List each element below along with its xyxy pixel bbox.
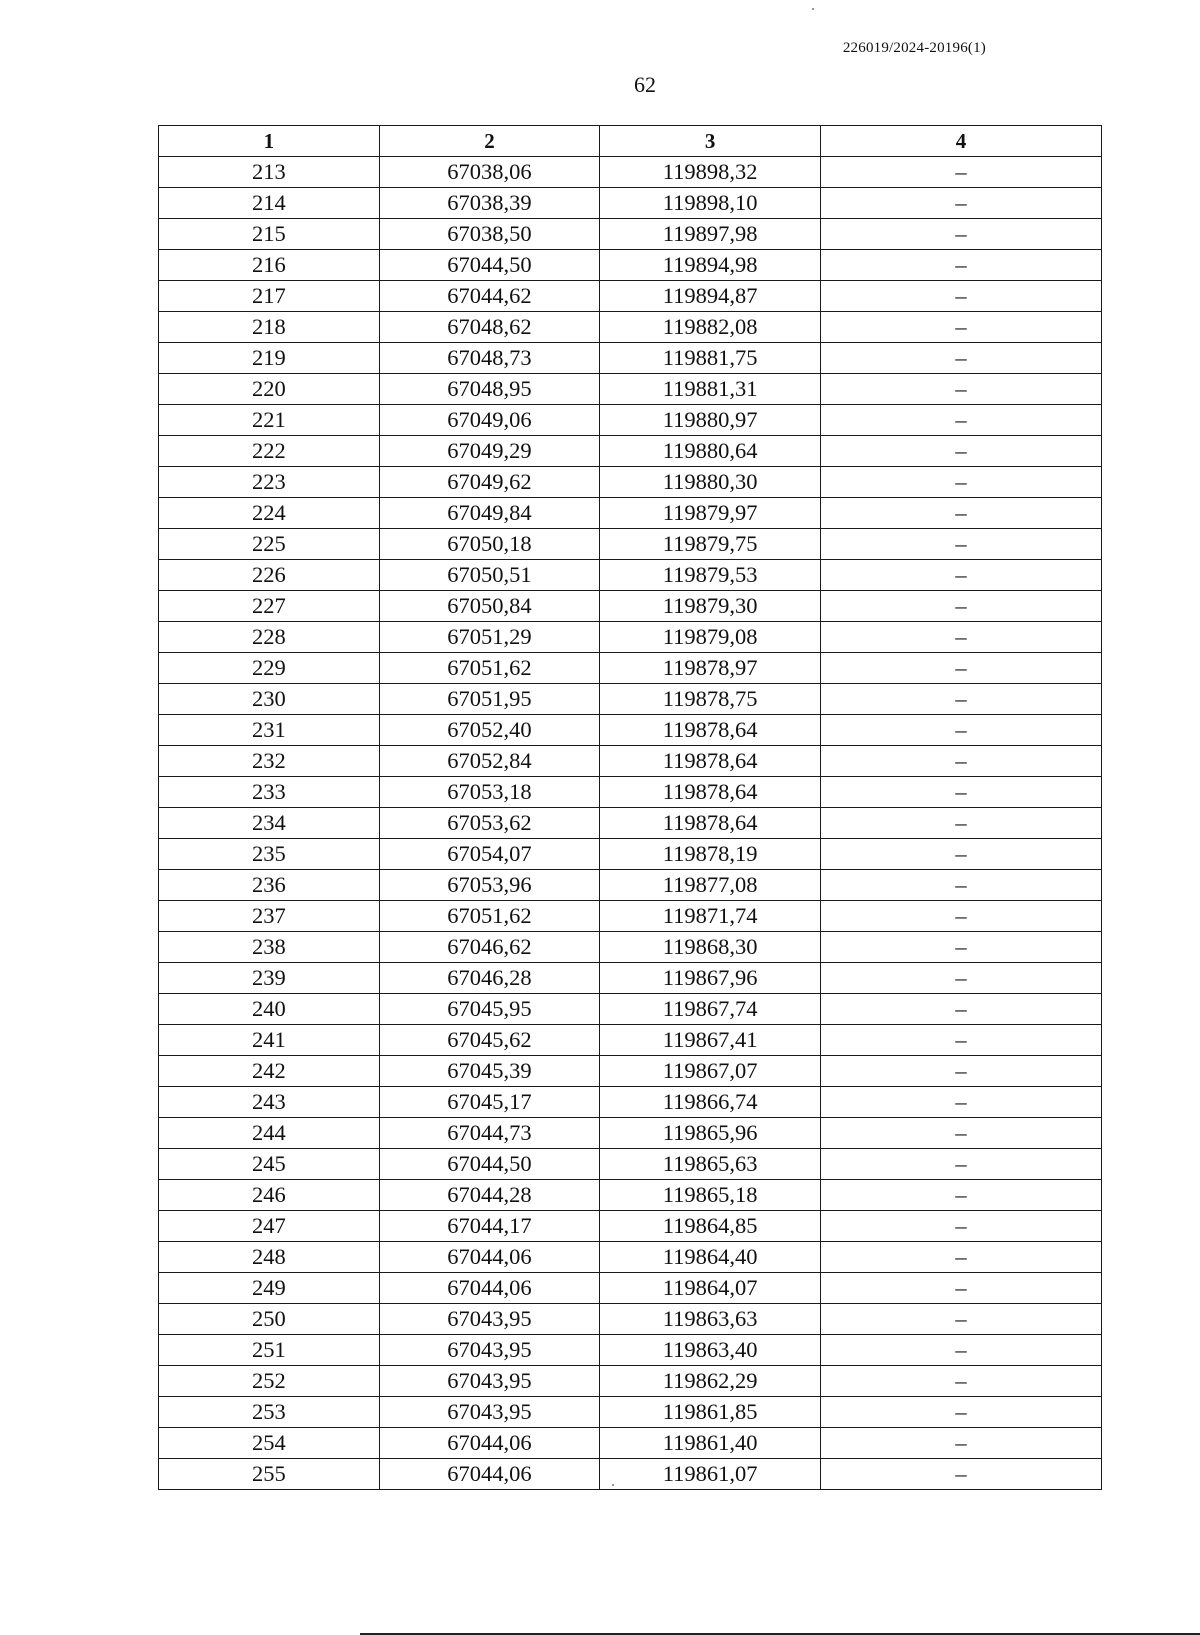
table-row — [159, 808, 1102, 839]
x-coordinate-cell: 67050,84 — [379, 591, 600, 622]
point-number-cell: 255 — [159, 1459, 380, 1490]
y-coordinate-cell: 119867,41 — [600, 1025, 821, 1056]
dash-cell: – — [820, 777, 1101, 808]
point-number-cell: 221 — [159, 405, 380, 436]
dash-cell: – — [820, 1211, 1101, 1242]
table-body — [159, 157, 1102, 1490]
point-number-cell: 233 — [159, 777, 380, 808]
point-number-cell: 219 — [159, 343, 380, 374]
dash-cell: – — [820, 157, 1101, 188]
point-number-cell: 238 — [159, 932, 380, 963]
x-coordinate-cell: 67044,06 — [379, 1242, 600, 1273]
x-coordinate-cell: 67050,18 — [379, 529, 600, 560]
table-row — [159, 1428, 1102, 1459]
x-coordinate-cell: 67044,73 — [379, 1118, 600, 1149]
point-number-cell: 244 — [159, 1118, 380, 1149]
point-number-cell: 249 — [159, 1273, 380, 1304]
y-coordinate-cell: 119879,53 — [600, 560, 821, 591]
dash-cell: – — [820, 343, 1101, 374]
dash-cell: – — [820, 839, 1101, 870]
table-row — [159, 1397, 1102, 1428]
dash-cell: – — [820, 281, 1101, 312]
table-row — [159, 715, 1102, 746]
table-row — [159, 312, 1102, 343]
dash-cell: – — [820, 498, 1101, 529]
table-row — [159, 684, 1102, 715]
y-coordinate-cell: 119864,07 — [600, 1273, 821, 1304]
y-coordinate-cell: 119879,75 — [600, 529, 821, 560]
point-number-cell: 215 — [159, 219, 380, 250]
table-header-row — [159, 126, 1102, 157]
y-coordinate-cell: 119882,08 — [600, 312, 821, 343]
dash-cell: – — [820, 653, 1101, 684]
table-row — [159, 1304, 1102, 1335]
point-number-cell: 223 — [159, 467, 380, 498]
x-coordinate-cell: 67046,28 — [379, 963, 600, 994]
y-coordinate-cell: 119864,40 — [600, 1242, 821, 1273]
table-row — [159, 1211, 1102, 1242]
x-coordinate-cell: 67045,39 — [379, 1056, 600, 1087]
table-row — [159, 1056, 1102, 1087]
dash-cell: – — [820, 1273, 1101, 1304]
dash-cell: – — [820, 1428, 1101, 1459]
y-coordinate-cell: 119880,97 — [600, 405, 821, 436]
y-coordinate-cell: 119897,98 — [600, 219, 821, 250]
x-coordinate-cell: 67051,95 — [379, 684, 600, 715]
point-number-cell: 252 — [159, 1366, 380, 1397]
table-row — [159, 343, 1102, 374]
x-coordinate-cell: 67048,95 — [379, 374, 600, 405]
table-row — [159, 529, 1102, 560]
x-coordinate-cell: 67044,06 — [379, 1428, 600, 1459]
x-coordinate-cell: 67053,62 — [379, 808, 600, 839]
dash-cell: – — [820, 932, 1101, 963]
y-coordinate-cell: 119878,64 — [600, 715, 821, 746]
point-number-cell: 248 — [159, 1242, 380, 1273]
point-number-cell: 237 — [159, 901, 380, 932]
table-row — [159, 994, 1102, 1025]
x-coordinate-cell: 67044,28 — [379, 1180, 600, 1211]
x-coordinate-cell: 67044,62 — [379, 281, 600, 312]
y-coordinate-cell: 119863,40 — [600, 1335, 821, 1366]
x-coordinate-cell: 67054,07 — [379, 839, 600, 870]
y-coordinate-cell: 119878,64 — [600, 777, 821, 808]
table-row — [159, 374, 1102, 405]
dash-cell: – — [820, 808, 1101, 839]
table-row — [159, 870, 1102, 901]
table-row — [159, 560, 1102, 591]
y-coordinate-cell: 119894,98 — [600, 250, 821, 281]
point-number-cell: 247 — [159, 1211, 380, 1242]
x-coordinate-cell: 67046,62 — [379, 932, 600, 963]
y-coordinate-cell: 119894,87 — [600, 281, 821, 312]
dash-cell: – — [820, 1335, 1101, 1366]
point-number-cell: 236 — [159, 870, 380, 901]
table-row — [159, 1366, 1102, 1397]
y-coordinate-cell: 119867,74 — [600, 994, 821, 1025]
x-coordinate-cell: 67052,40 — [379, 715, 600, 746]
x-coordinate-cell: 67043,95 — [379, 1397, 600, 1428]
y-coordinate-cell: 119867,96 — [600, 963, 821, 994]
dash-cell: – — [820, 1118, 1101, 1149]
point-number-cell: 235 — [159, 839, 380, 870]
dash-cell: – — [820, 622, 1101, 653]
table-row — [159, 1335, 1102, 1366]
dash-cell: – — [820, 1180, 1101, 1211]
dash-cell: – — [820, 1304, 1101, 1335]
x-coordinate-cell: 67051,29 — [379, 622, 600, 653]
point-number-cell: 222 — [159, 436, 380, 467]
x-coordinate-cell: 67049,06 — [379, 405, 600, 436]
dash-cell: – — [820, 312, 1101, 343]
x-coordinate-cell: 67053,18 — [379, 777, 600, 808]
x-coordinate-cell: 67038,39 — [379, 188, 600, 219]
table-row — [159, 839, 1102, 870]
y-coordinate-cell: 119879,97 — [600, 498, 821, 529]
x-coordinate-cell: 67049,62 — [379, 467, 600, 498]
x-coordinate-cell: 67038,50 — [379, 219, 600, 250]
x-coordinate-cell: 67051,62 — [379, 653, 600, 684]
y-coordinate-cell: 119861,07 — [600, 1459, 821, 1490]
dash-cell: – — [820, 1087, 1101, 1118]
dash-cell: – — [820, 591, 1101, 622]
point-number-cell: 241 — [159, 1025, 380, 1056]
x-coordinate-cell: 67044,17 — [379, 1211, 600, 1242]
point-number-cell: 228 — [159, 622, 380, 653]
x-coordinate-cell: 67050,51 — [379, 560, 600, 591]
x-coordinate-cell: 67045,17 — [379, 1087, 600, 1118]
y-coordinate-cell: 119871,74 — [600, 901, 821, 932]
x-coordinate-cell: 67044,06 — [379, 1273, 600, 1304]
column-header-3: 3 — [600, 126, 821, 157]
x-coordinate-cell: 67044,50 — [379, 250, 600, 281]
point-number-cell: 213 — [159, 157, 380, 188]
table-row — [159, 901, 1102, 932]
dash-cell: – — [820, 560, 1101, 591]
y-coordinate-cell: 119898,10 — [600, 188, 821, 219]
coordinates-table — [158, 125, 1102, 1490]
dash-cell: – — [820, 1025, 1101, 1056]
point-number-cell: 240 — [159, 994, 380, 1025]
point-number-cell: 250 — [159, 1304, 380, 1335]
point-number-cell: 230 — [159, 684, 380, 715]
x-coordinate-cell: 67051,62 — [379, 901, 600, 932]
point-number-cell: 227 — [159, 591, 380, 622]
y-coordinate-cell: 119867,07 — [600, 1056, 821, 1087]
x-coordinate-cell: 67052,84 — [379, 746, 600, 777]
dash-cell: – — [820, 870, 1101, 901]
table-row — [159, 281, 1102, 312]
point-number-cell: 231 — [159, 715, 380, 746]
table-row — [159, 591, 1102, 622]
table-row — [159, 653, 1102, 684]
dash-cell: – — [820, 901, 1101, 932]
x-coordinate-cell: 67045,62 — [379, 1025, 600, 1056]
dash-cell: – — [820, 188, 1101, 219]
table-row — [159, 250, 1102, 281]
x-coordinate-cell: 67049,84 — [379, 498, 600, 529]
y-coordinate-cell: 119863,63 — [600, 1304, 821, 1335]
y-coordinate-cell: 119862,29 — [600, 1366, 821, 1397]
table-row — [159, 1087, 1102, 1118]
x-coordinate-cell: 67053,96 — [379, 870, 600, 901]
point-number-cell: 245 — [159, 1149, 380, 1180]
y-coordinate-cell: 119878,64 — [600, 808, 821, 839]
scan-speck — [812, 8, 814, 10]
y-coordinate-cell: 119881,75 — [600, 343, 821, 374]
table-row — [159, 1149, 1102, 1180]
table-row — [159, 963, 1102, 994]
dash-cell: – — [820, 1397, 1101, 1428]
table-row — [159, 777, 1102, 808]
table-row — [159, 498, 1102, 529]
point-number-cell: 253 — [159, 1397, 380, 1428]
table-row — [159, 467, 1102, 498]
x-coordinate-cell: 67048,73 — [379, 343, 600, 374]
y-coordinate-cell: 119879,30 — [600, 591, 821, 622]
dash-cell: – — [820, 467, 1101, 498]
point-number-cell: 224 — [159, 498, 380, 529]
y-coordinate-cell: 119865,63 — [600, 1149, 821, 1180]
x-coordinate-cell: 67045,95 — [379, 994, 600, 1025]
dash-cell: – — [820, 994, 1101, 1025]
dash-cell: – — [820, 746, 1101, 777]
point-number-cell: 218 — [159, 312, 380, 343]
table-row — [159, 436, 1102, 467]
x-coordinate-cell: 67044,50 — [379, 1149, 600, 1180]
point-number-cell: 220 — [159, 374, 380, 405]
scan-speck — [612, 1484, 614, 1486]
y-coordinate-cell: 119898,32 — [600, 157, 821, 188]
point-number-cell: 226 — [159, 560, 380, 591]
y-coordinate-cell: 119865,96 — [600, 1118, 821, 1149]
point-number-cell: 246 — [159, 1180, 380, 1211]
y-coordinate-cell: 119861,40 — [600, 1428, 821, 1459]
table-row — [159, 1459, 1102, 1490]
point-number-cell: 232 — [159, 746, 380, 777]
column-header-4: 4 — [820, 126, 1101, 157]
point-number-cell: 234 — [159, 808, 380, 839]
x-coordinate-cell: 67049,29 — [379, 436, 600, 467]
point-number-cell: 229 — [159, 653, 380, 684]
dash-cell: – — [820, 529, 1101, 560]
table-header — [159, 126, 1102, 157]
y-coordinate-cell: 119866,74 — [600, 1087, 821, 1118]
dash-cell: – — [820, 1056, 1101, 1087]
y-coordinate-cell: 119878,97 — [600, 653, 821, 684]
dash-cell: – — [820, 1459, 1101, 1490]
table-row — [159, 1118, 1102, 1149]
y-coordinate-cell: 119879,08 — [600, 622, 821, 653]
dash-cell: – — [820, 1366, 1101, 1397]
y-coordinate-cell: 119864,85 — [600, 1211, 821, 1242]
y-coordinate-cell: 119868,30 — [600, 932, 821, 963]
dash-cell: – — [820, 374, 1101, 405]
table-row — [159, 188, 1102, 219]
table-row — [159, 1242, 1102, 1273]
point-number-cell: 251 — [159, 1335, 380, 1366]
dash-cell: – — [820, 684, 1101, 715]
table-row — [159, 1025, 1102, 1056]
x-coordinate-cell: 67043,95 — [379, 1304, 600, 1335]
point-number-cell: 216 — [159, 250, 380, 281]
table-row — [159, 746, 1102, 777]
dash-cell: – — [820, 436, 1101, 467]
point-number-cell: 214 — [159, 188, 380, 219]
x-coordinate-cell: 67043,95 — [379, 1335, 600, 1366]
point-number-cell: 239 — [159, 963, 380, 994]
y-coordinate-cell: 119880,30 — [600, 467, 821, 498]
document-reference-number: 226019/2024-20196(1) — [842, 40, 986, 56]
y-coordinate-cell: 119878,19 — [600, 839, 821, 870]
dash-cell: – — [820, 219, 1101, 250]
point-number-cell: 243 — [159, 1087, 380, 1118]
x-coordinate-cell: 67044,06 — [379, 1459, 600, 1490]
y-coordinate-cell: 119878,75 — [600, 684, 821, 715]
point-number-cell: 225 — [159, 529, 380, 560]
table-row — [159, 1273, 1102, 1304]
table-row — [159, 622, 1102, 653]
y-coordinate-cell: 119861,85 — [600, 1397, 821, 1428]
table-row — [159, 157, 1102, 188]
dash-cell: – — [820, 1149, 1101, 1180]
y-coordinate-cell: 119880,64 — [600, 436, 821, 467]
y-coordinate-cell: 119865,18 — [600, 1180, 821, 1211]
point-number-cell: 217 — [159, 281, 380, 312]
dash-cell: – — [820, 963, 1101, 994]
table-row — [159, 1180, 1102, 1211]
y-coordinate-cell: 119877,08 — [600, 870, 821, 901]
x-coordinate-cell: 67038,06 — [379, 157, 600, 188]
x-coordinate-cell: 67043,95 — [379, 1366, 600, 1397]
y-coordinate-cell: 119878,64 — [600, 746, 821, 777]
page-number: 62 — [634, 72, 656, 97]
dash-cell: – — [820, 405, 1101, 436]
column-header-1: 1 — [159, 126, 380, 157]
point-number-cell: 242 — [159, 1056, 380, 1087]
dash-cell: – — [820, 1242, 1101, 1273]
table-row — [159, 932, 1102, 963]
table-row — [159, 405, 1102, 436]
y-coordinate-cell: 119881,31 — [600, 374, 821, 405]
x-coordinate-cell: 67048,62 — [379, 312, 600, 343]
dash-cell: – — [820, 715, 1101, 746]
column-header-2: 2 — [379, 126, 600, 157]
point-number-cell: 254 — [159, 1428, 380, 1459]
dash-cell: – — [820, 250, 1101, 281]
table-row — [159, 219, 1102, 250]
